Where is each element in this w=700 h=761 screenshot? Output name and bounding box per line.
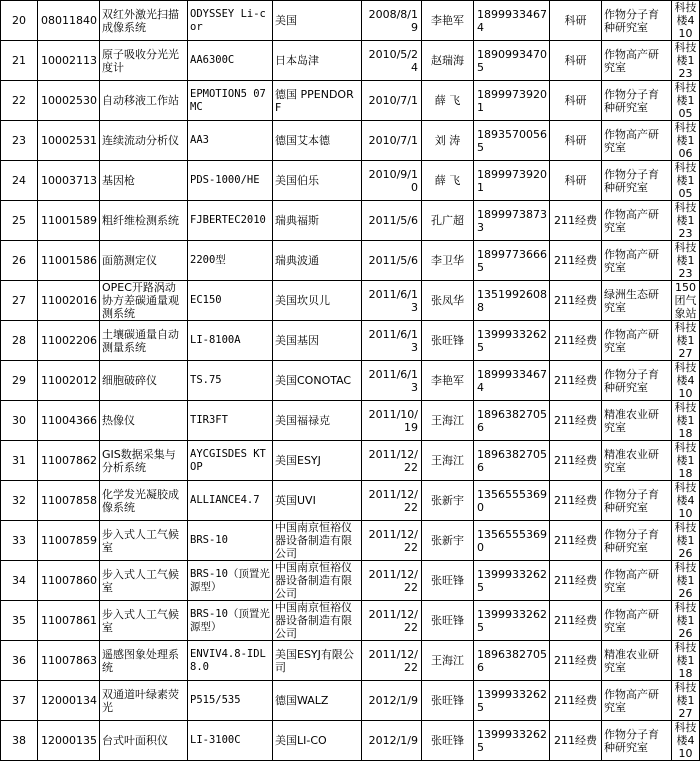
room-location-cell: 科技楼118 <box>672 641 700 681</box>
room-location-cell: 科技楼105 <box>672 81 700 121</box>
manufacturer-cell: 美国伯乐 <box>273 161 362 201</box>
room-location-cell: 科技楼105 <box>672 161 700 201</box>
row-number-cell: 22 <box>1 81 38 121</box>
contact-phone-cell: 18963827056 <box>474 641 550 681</box>
purchase-date-cell: 2010/5/24 <box>362 41 422 81</box>
room-location-cell: 科技楼118 <box>672 441 700 481</box>
contact-phone-cell: 13565553690 <box>474 481 550 521</box>
contact-phone-cell: 13999332625 <box>474 721 550 761</box>
model-number-cell: EPMOTION5 07MC <box>188 81 273 121</box>
asset-id-cell: 12000135 <box>38 721 100 761</box>
funding-source-cell: 211经费 <box>550 321 602 361</box>
asset-id-cell: 11002012 <box>38 361 100 401</box>
equipment-name-cell: 双通道叶绿素荧光 <box>100 681 188 721</box>
funding-source-cell: 211经费 <box>550 481 602 521</box>
room-location-cell: 150团气象站 <box>672 281 700 321</box>
equipment-name-cell: 土壤碳通量自动测量系统 <box>100 321 188 361</box>
asset-id-cell: 11004366 <box>38 401 100 441</box>
manufacturer-cell: 德国WALZ <box>273 681 362 721</box>
equipment-name-cell: 步入式人工气候室 <box>100 561 188 601</box>
model-number-cell: TS.75 <box>188 361 273 401</box>
model-number-cell: BRS-10（顶置光源型） <box>188 561 273 601</box>
contact-phone-cell: 13565553690 <box>474 521 550 561</box>
manufacturer-cell: 美国 <box>273 1 362 41</box>
asset-id-cell: 11007858 <box>38 481 100 521</box>
contact-phone-cell: 18999739201 <box>474 161 550 201</box>
purchase-date-cell: 2011/5/6 <box>362 201 422 241</box>
funding-source-cell: 211经费 <box>550 681 602 721</box>
lab-unit-cell: 绿洲生态研究室 <box>602 281 672 321</box>
contact-phone-cell: 13999332625 <box>474 681 550 721</box>
lab-unit-cell: 作物高产研究室 <box>602 201 672 241</box>
funding-source-cell: 211经费 <box>550 201 602 241</box>
purchase-date-cell: 2012/1/9 <box>362 681 422 721</box>
model-number-cell: BRS-10 <box>188 521 273 561</box>
funding-source-cell: 211经费 <box>550 601 602 641</box>
row-number-cell: 34 <box>1 561 38 601</box>
asset-id-cell: 11007859 <box>38 521 100 561</box>
asset-id-cell: 11007862 <box>38 441 100 481</box>
contact-phone-cell: 13999332625 <box>474 321 550 361</box>
funding-source-cell: 211经费 <box>550 721 602 761</box>
contact-phone-cell: 18999334674 <box>474 1 550 41</box>
lab-unit-cell: 作物高产研究室 <box>602 561 672 601</box>
asset-id-cell: 10002113 <box>38 41 100 81</box>
manufacturer-cell: 德国艾本德 <box>273 121 362 161</box>
model-number-cell: P515/535 <box>188 681 273 721</box>
contact-person-cell: 王海江 <box>422 441 474 481</box>
row-number-cell: 38 <box>1 721 38 761</box>
contact-phone-cell: 18963827056 <box>474 401 550 441</box>
equipment-name-cell: OPEC开路涡动协方差碳通量观测系统 <box>100 281 188 321</box>
contact-person-cell: 张旺锋 <box>422 681 474 721</box>
row-number-cell: 24 <box>1 161 38 201</box>
asset-id-cell: 08011840 <box>38 1 100 41</box>
row-number-cell: 25 <box>1 201 38 241</box>
room-location-cell: 科技楼410 <box>672 361 700 401</box>
contact-person-cell: 王海江 <box>422 641 474 681</box>
purchase-date-cell: 2011/6/13 <box>362 361 422 401</box>
room-location-cell: 科技楼123 <box>672 201 700 241</box>
contact-person-cell: 王海江 <box>422 401 474 441</box>
contact-person-cell: 张新宇 <box>422 521 474 561</box>
purchase-date-cell: 2010/7/1 <box>362 121 422 161</box>
funding-source-cell: 科研 <box>550 161 602 201</box>
manufacturer-cell: 美国CONOTAC <box>273 361 362 401</box>
asset-id-cell: 11002016 <box>38 281 100 321</box>
equipment-name-cell: 步入式人工气候室 <box>100 521 188 561</box>
purchase-date-cell: 2011/12/22 <box>362 641 422 681</box>
contact-phone-cell: 13999332625 <box>474 601 550 641</box>
manufacturer-cell: 中国南京恒裕仪器设备制造有限公司 <box>273 561 362 601</box>
row-number-cell: 20 <box>1 1 38 41</box>
asset-id-cell: 11001589 <box>38 201 100 241</box>
contact-person-cell: 张旺锋 <box>422 561 474 601</box>
model-number-cell: LI-8100A <box>188 321 273 361</box>
contact-person-cell: 张旺锋 <box>422 321 474 361</box>
funding-source-cell: 211经费 <box>550 401 602 441</box>
table-row <box>1 521 700 561</box>
purchase-date-cell: 2010/9/10 <box>362 161 422 201</box>
contact-phone-cell: 18999334674 <box>474 361 550 401</box>
funding-source-cell: 211经费 <box>550 281 602 321</box>
equipment-name-cell: 热像仪 <box>100 401 188 441</box>
equipment-name-cell: 双红外激光扫描成像系统 <box>100 1 188 41</box>
contact-person-cell: 张凤华 <box>422 281 474 321</box>
row-number-cell: 35 <box>1 601 38 641</box>
contact-person-cell: 李艳军 <box>422 361 474 401</box>
contact-person-cell: 薛 飞 <box>422 81 474 121</box>
lab-unit-cell: 作物高产研究室 <box>602 121 672 161</box>
manufacturer-cell: 瑞典福斯 <box>273 201 362 241</box>
purchase-date-cell: 2011/6/13 <box>362 321 422 361</box>
room-location-cell: 科技楼126 <box>672 601 700 641</box>
funding-source-cell: 科研 <box>550 1 602 41</box>
lab-unit-cell: 作物分子育种研究室 <box>602 721 672 761</box>
room-location-cell: 科技楼126 <box>672 561 700 601</box>
lab-unit-cell: 精准农业研究室 <box>602 401 672 441</box>
equipment-name-cell: 化学发光凝胶成像系统 <box>100 481 188 521</box>
manufacturer-cell: 中国南京恒裕仪器设备制造有限公司 <box>273 601 362 641</box>
table-body <box>1 1 700 761</box>
model-number-cell: FJBERTEC2010 <box>188 201 273 241</box>
table-row <box>1 601 700 641</box>
row-number-cell: 26 <box>1 241 38 281</box>
row-number-cell: 37 <box>1 681 38 721</box>
room-location-cell: 科技楼123 <box>672 41 700 81</box>
room-location-cell: 科技楼106 <box>672 121 700 161</box>
model-number-cell: PDS-1000/HE <box>188 161 273 201</box>
room-location-cell: 科技楼126 <box>672 521 700 561</box>
lab-unit-cell: 作物分子育种研究室 <box>602 481 672 521</box>
table-row <box>1 41 700 81</box>
model-number-cell: AA6300C <box>188 41 273 81</box>
contact-person-cell: 孔广超 <box>422 201 474 241</box>
purchase-date-cell: 2010/7/1 <box>362 81 422 121</box>
row-number-cell: 29 <box>1 361 38 401</box>
manufacturer-cell: 美国ESYJ <box>273 441 362 481</box>
room-location-cell: 科技楼127 <box>672 681 700 721</box>
asset-id-cell: 11001586 <box>38 241 100 281</box>
row-number-cell: 27 <box>1 281 38 321</box>
lab-unit-cell: 作物高产研究室 <box>602 41 672 81</box>
manufacturer-cell: 美国福禄克 <box>273 401 362 441</box>
table-row <box>1 121 700 161</box>
row-number-cell: 32 <box>1 481 38 521</box>
contact-person-cell: 刘 涛 <box>422 121 474 161</box>
purchase-date-cell: 2011/12/22 <box>362 441 422 481</box>
model-number-cell: BRS-10（顶置光源型） <box>188 601 273 641</box>
table-row <box>1 321 700 361</box>
lab-unit-cell: 作物分子育种研究室 <box>602 521 672 561</box>
manufacturer-cell: 美国ESYJ有限公司 <box>273 641 362 681</box>
lab-unit-cell: 作物分子育种研究室 <box>602 1 672 41</box>
equipment-name-cell: 基因枪 <box>100 161 188 201</box>
manufacturer-cell: 美国坎贝儿 <box>273 281 362 321</box>
equipment-name-cell: 面筋测定仪 <box>100 241 188 281</box>
purchase-date-cell: 2011/12/22 <box>362 481 422 521</box>
funding-source-cell: 211经费 <box>550 441 602 481</box>
model-number-cell: AYCGISDES KTOP <box>188 441 273 481</box>
equipment-name-cell: 细胞破碎仪 <box>100 361 188 401</box>
purchase-date-cell: 2012/1/9 <box>362 721 422 761</box>
room-location-cell: 科技楼410 <box>672 481 700 521</box>
model-number-cell: LI-3100C <box>188 721 273 761</box>
model-number-cell: EC150 <box>188 281 273 321</box>
manufacturer-cell: 英国UVI <box>273 481 362 521</box>
manufacturer-cell: 美国基因 <box>273 321 362 361</box>
funding-source-cell: 科研 <box>550 81 602 121</box>
table-row <box>1 281 700 321</box>
lab-unit-cell: 作物分子育种研究室 <box>602 361 672 401</box>
purchase-date-cell: 2011/12/22 <box>362 601 422 641</box>
table-row <box>1 721 700 761</box>
equipment-name-cell: 台式叶面积仪 <box>100 721 188 761</box>
contact-phone-cell: 13999332625 <box>474 561 550 601</box>
contact-phone-cell: 18935700565 <box>474 121 550 161</box>
manufacturer-cell: 美国LI-CO <box>273 721 362 761</box>
asset-id-cell: 11002206 <box>38 321 100 361</box>
contact-phone-cell: 18963827056 <box>474 441 550 481</box>
funding-source-cell: 211经费 <box>550 641 602 681</box>
lab-unit-cell: 作物高产研究室 <box>602 241 672 281</box>
contact-person-cell: 赵瑞海 <box>422 41 474 81</box>
row-number-cell: 28 <box>1 321 38 361</box>
asset-id-cell: 10002531 <box>38 121 100 161</box>
row-number-cell: 23 <box>1 121 38 161</box>
row-number-cell: 30 <box>1 401 38 441</box>
model-number-cell: ENVIV4.8-IDL8.0 <box>188 641 273 681</box>
row-number-cell: 21 <box>1 41 38 81</box>
funding-source-cell: 211经费 <box>550 561 602 601</box>
lab-unit-cell: 精准农业研究室 <box>602 441 672 481</box>
contact-phone-cell: 18999739201 <box>474 81 550 121</box>
equipment-name-cell: 自动移液工作站 <box>100 81 188 121</box>
table-row <box>1 681 700 721</box>
purchase-date-cell: 2011/5/6 <box>362 241 422 281</box>
model-number-cell: AA3 <box>188 121 273 161</box>
equipment-name-cell: 原子吸收分光光度计 <box>100 41 188 81</box>
manufacturer-cell: 中国南京恒裕仪器设备制造有限公司 <box>273 521 362 561</box>
lab-unit-cell: 作物高产研究室 <box>602 321 672 361</box>
funding-source-cell: 211经费 <box>550 241 602 281</box>
table-row <box>1 401 700 441</box>
lab-unit-cell: 作物高产研究室 <box>602 601 672 641</box>
table-row <box>1 241 700 281</box>
purchase-date-cell: 2011/12/22 <box>362 561 422 601</box>
contact-person-cell: 李艳军 <box>422 1 474 41</box>
table-row <box>1 641 700 681</box>
asset-id-cell: 11007860 <box>38 561 100 601</box>
funding-source-cell: 科研 <box>550 121 602 161</box>
table-row <box>1 561 700 601</box>
contact-person-cell: 李卫华 <box>422 241 474 281</box>
table-row <box>1 361 700 401</box>
contact-phone-cell: 18997736665 <box>474 241 550 281</box>
table-row <box>1 201 700 241</box>
equipment-name-cell: GIS数据采集与分析系统 <box>100 441 188 481</box>
purchase-date-cell: 2011/12/22 <box>362 521 422 561</box>
equipment-name-cell: 连续流动分析仪 <box>100 121 188 161</box>
table-row <box>1 161 700 201</box>
row-number-cell: 33 <box>1 521 38 561</box>
asset-id-cell: 10002530 <box>38 81 100 121</box>
lab-unit-cell: 作物分子育种研究室 <box>602 161 672 201</box>
contact-phone-cell: 13519926088 <box>474 281 550 321</box>
equipment-name-cell: 步入式人工气候室 <box>100 601 188 641</box>
model-number-cell: ODYSSEY Li-cor <box>188 1 273 41</box>
asset-id-cell: 12000134 <box>38 681 100 721</box>
contact-person-cell: 张旺锋 <box>422 721 474 761</box>
table-row <box>1 441 700 481</box>
table-row <box>1 481 700 521</box>
contact-phone-cell: 18909934705 <box>474 41 550 81</box>
purchase-date-cell: 2011/6/13 <box>362 281 422 321</box>
room-location-cell: 科技楼118 <box>672 401 700 441</box>
room-location-cell: 科技楼127 <box>672 321 700 361</box>
model-number-cell: ALLIANCE4.7 <box>188 481 273 521</box>
purchase-date-cell: 2008/8/19 <box>362 1 422 41</box>
room-location-cell: 科技楼410 <box>672 721 700 761</box>
manufacturer-cell: 瑞典波通 <box>273 241 362 281</box>
manufacturer-cell: 德国 PPENDORF <box>273 81 362 121</box>
contact-phone-cell: 18999738733 <box>474 201 550 241</box>
row-number-cell: 31 <box>1 441 38 481</box>
funding-source-cell: 211经费 <box>550 521 602 561</box>
table-row <box>1 81 700 121</box>
contact-person-cell: 张新宇 <box>422 481 474 521</box>
lab-unit-cell: 作物高产研究室 <box>602 681 672 721</box>
asset-id-cell: 11007863 <box>38 641 100 681</box>
manufacturer-cell: 日本岛津 <box>273 41 362 81</box>
model-number-cell: 2200型 <box>188 241 273 281</box>
funding-source-cell: 211经费 <box>550 361 602 401</box>
row-number-cell: 36 <box>1 641 38 681</box>
contact-person-cell: 张旺锋 <box>422 601 474 641</box>
purchase-date-cell: 2011/10/19 <box>362 401 422 441</box>
lab-unit-cell: 精准农业研究室 <box>602 641 672 681</box>
funding-source-cell: 科研 <box>550 41 602 81</box>
contact-person-cell: 薛 飞 <box>422 161 474 201</box>
room-location-cell: 科技楼123 <box>672 241 700 281</box>
room-location-cell: 科技楼410 <box>672 1 700 41</box>
asset-id-cell: 10003713 <box>38 161 100 201</box>
equipment-name-cell: 遥感图象处理系统 <box>100 641 188 681</box>
lab-unit-cell: 作物分子育种研究室 <box>602 81 672 121</box>
asset-id-cell: 11007861 <box>38 601 100 641</box>
table-row <box>1 1 700 41</box>
equipment-name-cell: 粗纤维检测系统 <box>100 201 188 241</box>
model-number-cell: TIR3FT <box>188 401 273 441</box>
